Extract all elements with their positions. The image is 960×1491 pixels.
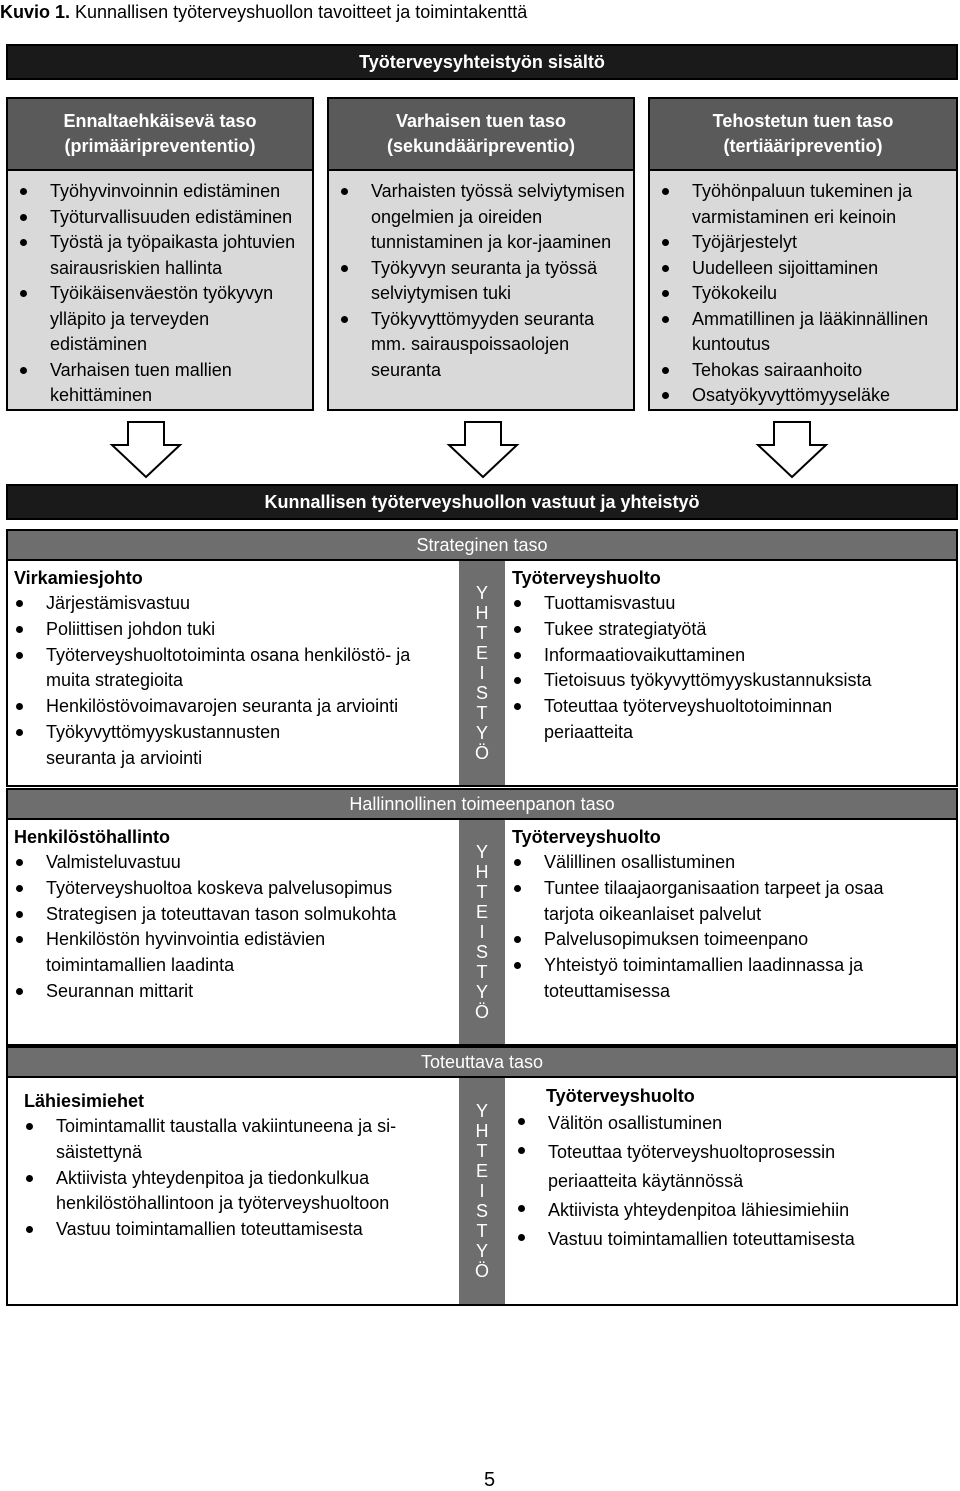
list-item: Tehokas sairaanhoito: [660, 358, 950, 384]
level-operational-bar: [6, 1046, 958, 1078]
list-item: Järjestämisvastuu: [14, 591, 454, 617]
list-item: Työhönpaluun tukeminen ja varmistaminen eri keinoin: [660, 179, 950, 230]
column-secondary-title: Varhaisen tuen taso: [395, 111, 567, 131]
column-primary-body: [8, 169, 312, 409]
top-bar-label: Työterveysyhteistyön sisältö: [359, 51, 605, 72]
section-title: Virkamiesjohto: [14, 568, 143, 588]
vertical-letter: H: [475, 603, 489, 623]
list-item: Palvelusopimuksen toimeenpano: [512, 927, 952, 953]
vertical-letter: S: [475, 1201, 488, 1221]
responsibilities-bar: [6, 484, 958, 520]
down-arrow-icon: [754, 420, 830, 480]
section-title: Työterveyshuolto: [512, 827, 661, 847]
level-operational-left: [24, 1089, 444, 1243]
vertical-letter: Y: [475, 583, 488, 603]
list-item: Työjärjestelyt: [660, 230, 950, 256]
list-item: Varhaisen tuen mallien kehittäminen: [18, 358, 306, 409]
list-item: Aktiivista yhteydenpitoa ja tiedonkulkua henkilöstöhallintoon ja työterveyshuoltoon: [24, 1166, 444, 1218]
vertical-letter: T: [476, 1141, 488, 1161]
column-tertiary-title: Tehostetun tuen taso: [712, 111, 894, 131]
list-item: Työkyvyn seuranta ja työssä selviytymisen tuki: [339, 256, 627, 307]
list-item: Työkyvyttömyyden seuranta mm. sairauspoissaolojen seuranta: [339, 307, 627, 384]
list-item: Yhteistyö toimintamallien laadinnassa ja toteuttamisessa: [512, 953, 952, 1005]
level-operational-title: Toteuttava taso: [420, 1051, 544, 1072]
list-item: Osatyökyvyttömyyseläke: [660, 383, 950, 409]
section-title: Lähiesimiehet: [24, 1091, 145, 1111]
down-arrow-icon: [445, 420, 521, 480]
vertical-letter: Y: [475, 1241, 488, 1261]
vertical-letter: E: [475, 643, 488, 663]
level-strategic-right: [512, 566, 952, 746]
down-arrow-icon: [108, 420, 184, 480]
vertical-letter: Ö: [474, 1002, 489, 1022]
top-bar: [6, 44, 958, 80]
cooperation-vertical-label: [459, 561, 505, 785]
vertical-letter: I: [479, 1181, 485, 1201]
cooperation-vertical-label: [459, 820, 505, 1044]
column-tertiary-subtitle: (tertiääripreventio): [723, 136, 883, 156]
vertical-letter: T: [476, 703, 488, 723]
vertical-letter: I: [479, 663, 485, 683]
vertical-letter: T: [476, 623, 488, 643]
list-item: Tuntee tilaajaorganisaation tarpeet ja osaa tarjota oikeanlaiset palvelut: [512, 876, 952, 928]
list-item: Toteuttaa työterveyshuoltoprosessin periaatteita käytännössä: [516, 1138, 956, 1196]
vertical-letter: S: [475, 942, 488, 962]
caption-label: Kuvio 1.: [0, 2, 71, 22]
section-title: Työterveyshuolto: [546, 1086, 695, 1106]
vertical-letter: T: [476, 962, 488, 982]
section-title: Henkilöstöhallinto: [14, 827, 171, 847]
vertical-letter: E: [475, 1161, 488, 1181]
list-item: Työkyvyttömyyskustannusten seuranta ja arviointi: [14, 720, 454, 772]
vertical-letter: Ö: [474, 743, 489, 763]
list-item: Henkilöstön hyvinvointia edistävien toimintamallien laadinta: [14, 927, 454, 979]
figure-caption: [0, 2, 527, 23]
column-tertiary-header: [650, 99, 956, 169]
list-item: Valmisteluvastuu: [14, 850, 454, 876]
vertical-letter: H: [475, 1121, 489, 1141]
list-item: Informaatiovaikuttaminen: [512, 643, 952, 669]
list-item: Työhyvinvoinnin edistäminen: [18, 179, 306, 205]
vertical-letter: E: [475, 902, 488, 922]
level-administrative-right: [512, 825, 952, 1005]
level-administrative-bar: [6, 788, 958, 820]
level-administrative-left: [14, 825, 454, 1005]
list-item: Työikäisenväestön työkyvyn ylläpito ja terveyden edistäminen: [18, 281, 306, 358]
vertical-letter: Ö: [474, 1261, 489, 1281]
list-item: Henkilöstövoimavarojen seuranta ja arviointi: [14, 694, 454, 720]
level-administrative-title: Hallinnollinen toimeenpanon taso: [349, 793, 615, 814]
list-item: Strategisen ja toteuttavan tason solmukohta: [14, 902, 454, 928]
vertical-letter: I: [479, 922, 485, 942]
list-item: Välitön osallistuminen: [516, 1109, 956, 1138]
column-secondary: [327, 97, 635, 411]
list-item: Tukee strategiatyötä: [512, 617, 952, 643]
list-item: Tuottamisvastuu: [512, 591, 952, 617]
list-item: Tietoisuus työkyvyttömyyskustannuksista: [512, 668, 952, 694]
list-item: Seurannan mittarit: [14, 979, 454, 1005]
level-strategic-title: Strateginen taso: [416, 534, 548, 555]
caption-text: Kunnallisen työterveyshuollon tavoitteet ja toimintakenttä: [70, 2, 528, 22]
section-title: Työterveyshuolto: [512, 568, 661, 588]
list-item: Työstä ja työpaikasta johtuvien sairausriskien hallinta: [18, 230, 306, 281]
list-item: Uudelleen sijoittaminen: [660, 256, 950, 282]
vertical-letter: S: [475, 683, 488, 703]
column-tertiary-body: [650, 169, 956, 409]
vertical-letter: Y: [475, 842, 488, 862]
list-item: Toteuttaa työterveyshuoltotoiminnan periaatteita: [512, 694, 952, 746]
vertical-letter: Y: [475, 982, 488, 1002]
list-item: Aktiivista yhteydenpitoa lähiesimiehiin: [516, 1196, 956, 1225]
column-secondary-subtitle: (sekundääripreventio): [386, 136, 576, 156]
list-item: Ammatillinen ja lääkinnällinen kuntoutus: [660, 307, 950, 358]
column-primary: [6, 97, 314, 411]
list-item: Vastuu toimintamallien toteuttamisesta: [516, 1225, 956, 1254]
list-item: Työterveyshuoltotoiminta osana henkilöstö- ja muita strategioita: [14, 643, 454, 695]
list-item: Poliittisen johdon tuki: [14, 617, 454, 643]
column-primary-subtitle: (primääriprevententio): [64, 136, 256, 156]
level-strategic-bar: [6, 529, 958, 561]
list-item: Työterveyshuoltoa koskeva palvelusopimus: [14, 876, 454, 902]
list-item: Varhaisten työssä selviytymisen ongelmien ja oireiden tunnistaminen ja kor-jaaminen: [339, 179, 627, 256]
column-primary-title: Ennaltaehkäisevä taso: [63, 111, 257, 131]
list-item: Toimintamallit taustalla vakiintuneena ja si-säistettynä: [24, 1114, 444, 1166]
list-item: Työkokeilu: [660, 281, 950, 307]
responsibilities-bar-label: Kunnallisen työterveyshuollon vastuut ja yhteistyö: [264, 491, 700, 512]
level-operational-right: [516, 1084, 956, 1254]
vertical-letter: T: [476, 1221, 488, 1241]
cooperation-vertical-label: [459, 1078, 505, 1304]
vertical-letter: Y: [475, 723, 488, 743]
vertical-letter: Y: [475, 1101, 488, 1121]
column-primary-header: [8, 99, 312, 169]
list-item: Työturvallisuuden edistäminen: [18, 205, 306, 231]
level-strategic-left: [14, 566, 454, 772]
column-secondary-body: [329, 169, 633, 409]
list-item: Vastuu toimintamallien toteuttamisesta: [24, 1217, 444, 1243]
vertical-letter: H: [475, 862, 489, 882]
page-number: 5: [484, 1469, 496, 1491]
column-secondary-header: [329, 99, 633, 169]
vertical-letter: T: [476, 882, 488, 902]
column-tertiary: [648, 97, 958, 411]
list-item: Välillinen osallistuminen: [512, 850, 952, 876]
